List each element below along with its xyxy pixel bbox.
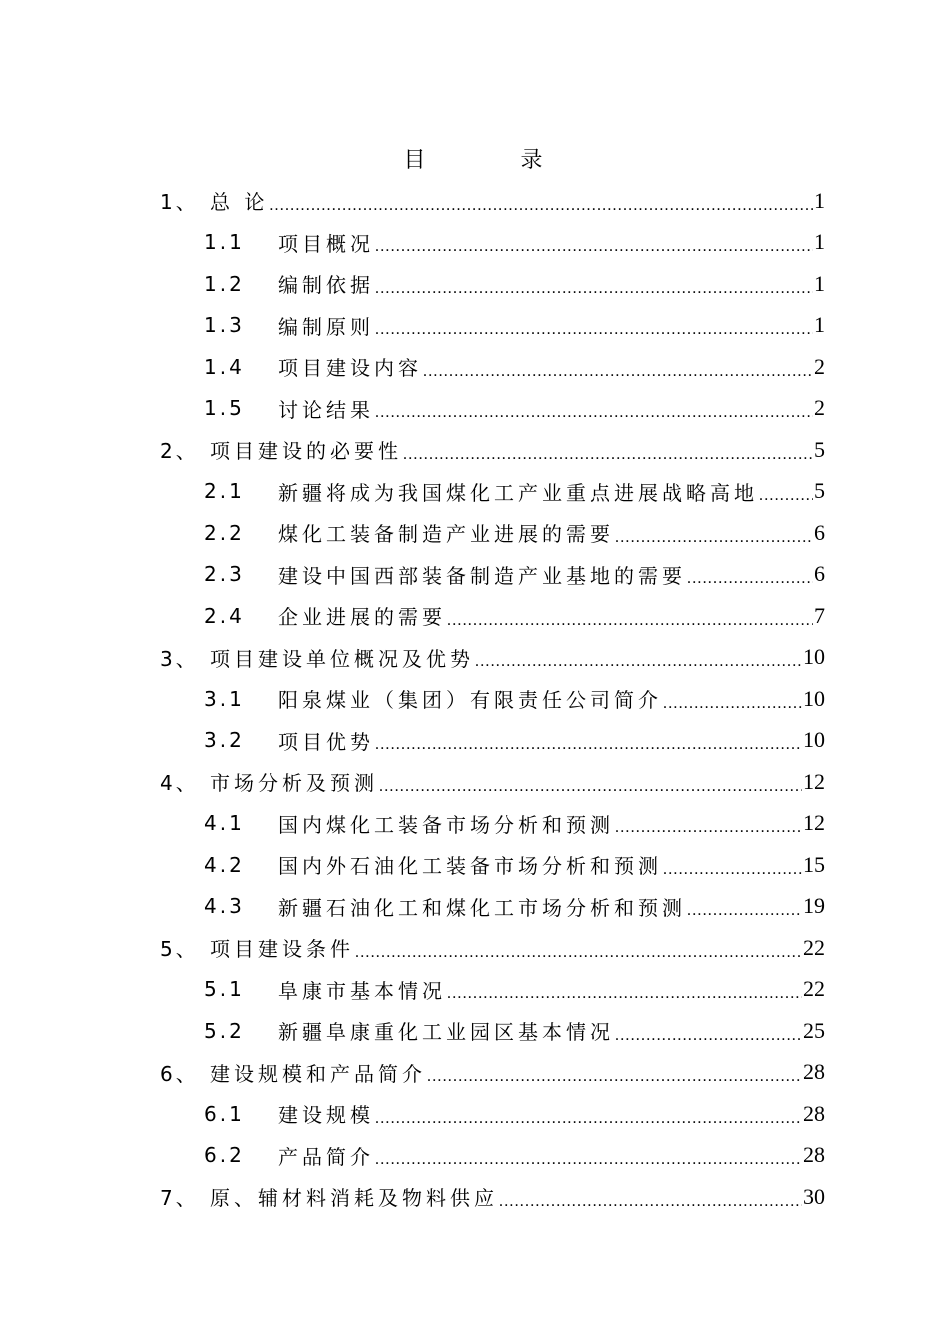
toc-entry-title: 建设规模和产品简介 <box>210 1061 426 1086</box>
toc-page-number: 10 <box>803 685 825 711</box>
toc-dot-leader <box>687 902 802 920</box>
toc-title: 目 录 <box>403 148 587 173</box>
toc-dot-leader <box>447 612 813 630</box>
toc-dot-leader <box>615 819 802 837</box>
toc-entry-number: 1、 <box>160 190 199 215</box>
toc-dot-leader <box>615 1027 802 1045</box>
toc-entry-number: 1.1 <box>204 230 245 255</box>
toc-dot-leader <box>375 404 813 422</box>
toc-entry-title: 国内外石油化工装备市场分析和预测 <box>278 854 662 879</box>
toc-entry-title: 项目建设单位概况及优势 <box>210 646 474 671</box>
toc-entry-title: 项目优势 <box>278 729 374 754</box>
toc-page-number: 28 <box>803 1100 825 1126</box>
toc-dot-leader <box>379 778 802 796</box>
toc-dot-leader <box>423 363 813 381</box>
toc-entry-title: 新疆阜康重化工业园区基本情况 <box>278 1020 614 1045</box>
toc-dot-leader <box>375 321 813 339</box>
toc-page-number: 19 <box>803 893 825 919</box>
toc-entry-number: 3.2 <box>204 728 245 753</box>
toc-entry-number: 4、 <box>160 771 199 796</box>
toc-dot-leader <box>447 985 802 1003</box>
toc-entry-number: 1.5 <box>204 396 245 421</box>
toc-entry-title: 企业进展的需要 <box>278 605 446 630</box>
toc-page-number: 1 <box>814 270 825 296</box>
toc-entry-number: 4.2 <box>204 852 245 877</box>
toc-entry-number: 2.2 <box>204 520 245 545</box>
toc-section-entry[interactable] <box>160 969 825 1011</box>
toc-entry-number: 1.4 <box>204 354 245 379</box>
toc-section-entry[interactable] <box>160 305 825 347</box>
toc-section-entry[interactable] <box>160 886 825 928</box>
toc-entry-number: 2.1 <box>204 479 245 504</box>
toc-entry-title: 总 论 <box>210 190 269 215</box>
toc-chapter-entry[interactable] <box>160 1052 825 1094</box>
toc-page-number: 2 <box>814 353 825 379</box>
toc-page-number: 6 <box>814 519 825 545</box>
toc-entry-title: 新疆石油化工和煤化工市场分析和预测 <box>278 895 686 920</box>
toc-entry-title: 项目概况 <box>278 231 374 256</box>
toc-entry-number: 2.4 <box>204 603 245 628</box>
toc-entry-title: 编制原则 <box>278 314 374 339</box>
toc-dot-leader <box>427 1068 802 1086</box>
toc-chapter-entry[interactable] <box>160 1176 825 1218</box>
toc-entry-title: 编制依据 <box>278 273 374 298</box>
toc-page-number: 10 <box>803 644 825 670</box>
toc-entry-title: 项目建设条件 <box>210 937 354 962</box>
toc-chapter-entry[interactable] <box>160 637 825 679</box>
toc-section-entry[interactable] <box>160 263 825 305</box>
toc-entry-number: 5、 <box>160 937 199 962</box>
toc-dot-leader <box>375 1151 802 1169</box>
toc-entry-number: 4.1 <box>204 811 245 836</box>
toc-entry-title: 煤化工装备制造产业进展的需要 <box>278 522 614 547</box>
toc-page-number: 1 <box>814 187 825 213</box>
toc-section-entry[interactable] <box>160 1093 825 1135</box>
toc-entry-number: 6.2 <box>204 1143 245 1168</box>
toc-entry-title: 项目建设内容 <box>278 356 422 381</box>
toc-section-entry[interactable] <box>160 595 825 637</box>
toc-entry-number: 1.2 <box>204 271 245 296</box>
toc-page-number: 12 <box>803 810 825 836</box>
toc-page-number: 12 <box>803 768 825 794</box>
toc-page-number: 7 <box>814 602 825 628</box>
toc-dot-leader <box>375 238 813 256</box>
toc-entry-number: 5.2 <box>204 1018 245 1043</box>
toc-page-number: 22 <box>803 934 825 960</box>
toc-section-entry[interactable] <box>160 554 825 596</box>
toc-dot-leader <box>475 653 802 671</box>
toc-dot-leader <box>663 695 802 713</box>
toc-dot-leader <box>375 736 802 754</box>
toc-page-number: 15 <box>803 851 825 877</box>
toc-entry-number: 6.1 <box>204 1101 245 1126</box>
toc-dot-leader <box>499 1193 802 1211</box>
toc-page-number: 5 <box>814 436 825 462</box>
toc-page-number: 30 <box>803 1183 825 1209</box>
toc-section-entry[interactable] <box>160 803 825 845</box>
table-of-contents <box>160 180 825 1218</box>
toc-entry-number: 5.1 <box>204 977 245 1002</box>
toc-page-number: 2 <box>814 395 825 421</box>
toc-page-number: 1 <box>814 229 825 255</box>
toc-entry-number: 2.3 <box>204 562 245 587</box>
toc-section-entry[interactable] <box>160 388 825 430</box>
toc-entry-number: 4.3 <box>204 894 245 919</box>
toc-entry-title: 阳泉煤业（集团）有限责任公司简介 <box>278 688 662 713</box>
toc-entry-number: 3、 <box>160 646 199 671</box>
toc-page-number: 1 <box>814 312 825 338</box>
toc-entry-title: 新疆将成为我国煤化工产业重点进展战略高地 <box>278 480 758 505</box>
toc-entry-title: 原、辅材料消耗及物料供应 <box>210 1186 498 1211</box>
toc-dot-leader <box>663 861 802 879</box>
toc-entry-title: 建设中国西部装备制造产业基地的需要 <box>278 563 686 588</box>
toc-chapter-entry[interactable] <box>160 429 825 471</box>
toc-entry-number: 1.3 <box>204 313 245 338</box>
toc-section-entry[interactable] <box>160 471 825 513</box>
toc-section-entry[interactable] <box>160 720 825 762</box>
toc-section-entry[interactable] <box>160 844 825 886</box>
toc-dot-leader <box>355 944 802 962</box>
toc-chapter-entry[interactable] <box>160 180 825 222</box>
toc-section-entry[interactable] <box>160 678 825 720</box>
toc-section-entry[interactable] <box>160 346 825 388</box>
toc-page-number: 22 <box>803 976 825 1002</box>
toc-entry-number: 6、 <box>160 1061 199 1086</box>
toc-section-entry[interactable] <box>160 1010 825 1052</box>
toc-entry-title: 产品简介 <box>278 1144 374 1169</box>
toc-dot-leader <box>269 197 813 215</box>
toc-page-number: 5 <box>814 478 825 504</box>
toc-entry-title: 阜康市基本情况 <box>278 978 446 1003</box>
toc-dot-leader <box>759 487 813 505</box>
toc-dot-leader <box>375 1110 802 1128</box>
toc-entry-number: 7、 <box>160 1186 199 1211</box>
toc-chapter-entry[interactable] <box>160 761 825 803</box>
toc-entry-number: 2、 <box>160 439 199 464</box>
toc-chapter-entry[interactable] <box>160 927 825 969</box>
toc-section-entry[interactable] <box>160 222 825 264</box>
toc-entry-title: 国内煤化工装备市场分析和预测 <box>278 812 614 837</box>
toc-entry-title: 市场分析及预测 <box>210 771 378 796</box>
toc-page-number: 25 <box>803 1017 825 1043</box>
toc-page-number: 28 <box>803 1142 825 1168</box>
toc-dot-leader <box>403 446 813 464</box>
toc-entry-number: 3.1 <box>204 686 245 711</box>
toc-entry-title: 建设规模 <box>278 1103 374 1128</box>
toc-section-entry[interactable] <box>160 1135 825 1177</box>
toc-page-number: 28 <box>803 1059 825 1085</box>
toc-page-number: 6 <box>814 561 825 587</box>
toc-page-number: 10 <box>803 727 825 753</box>
toc-entry-title: 项目建设的必要性 <box>210 439 402 464</box>
toc-dot-leader <box>687 570 813 588</box>
toc-entry-title: 讨论结果 <box>278 397 374 422</box>
toc-dot-leader <box>375 280 813 298</box>
toc-section-entry[interactable] <box>160 512 825 554</box>
toc-dot-leader <box>615 529 813 547</box>
